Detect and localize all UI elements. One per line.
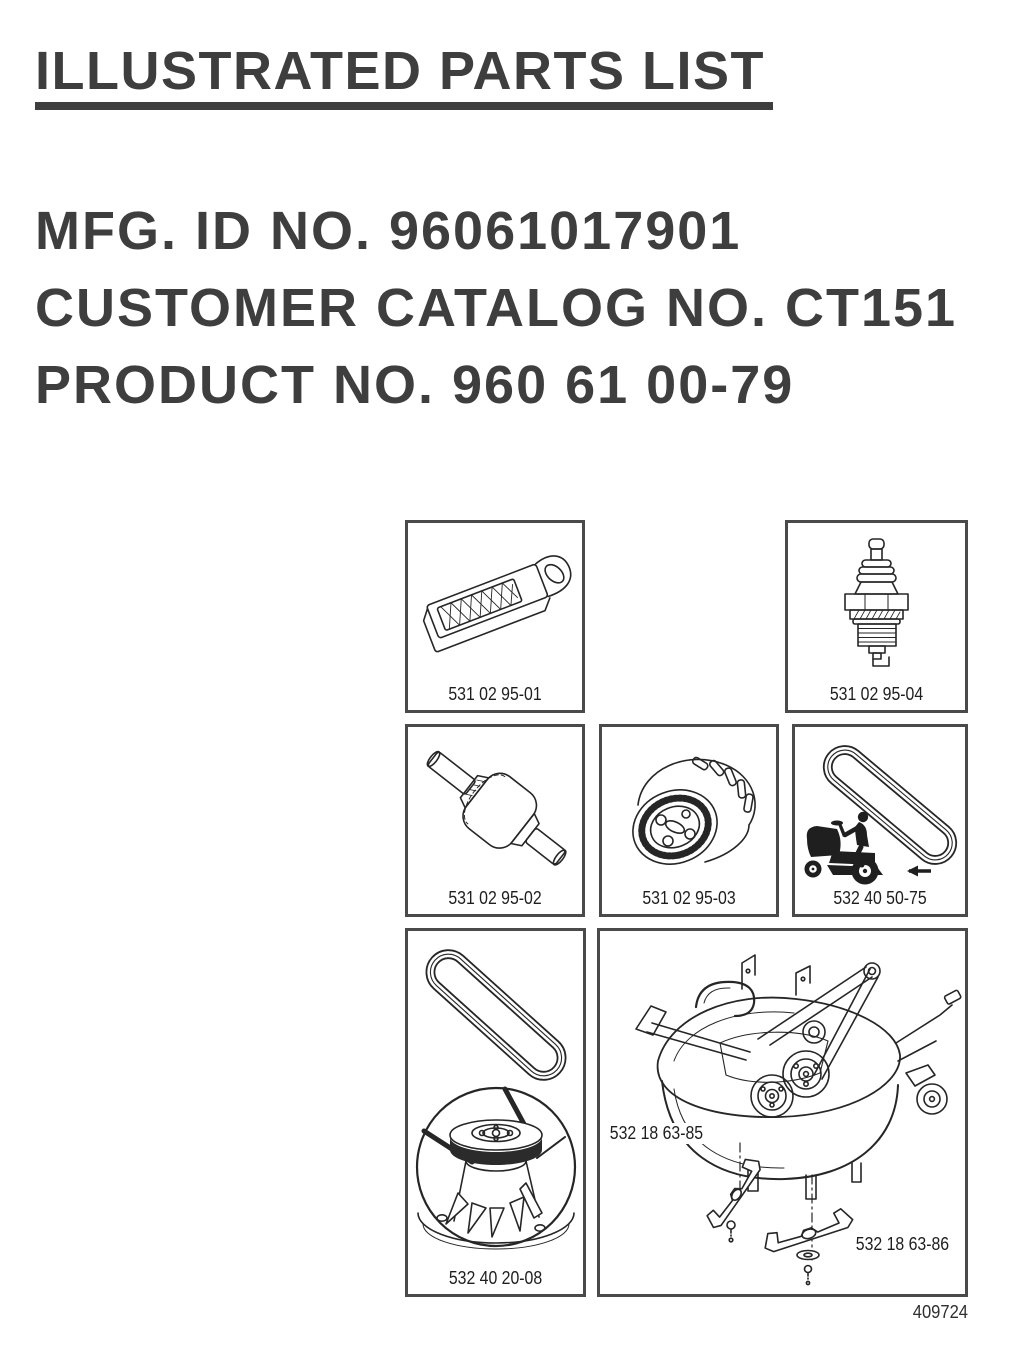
part-number-label: 532 40 50-75 <box>833 888 927 908</box>
tractor-icon <box>805 812 932 885</box>
air-filter-illustration <box>408 523 582 710</box>
part-number-label: 531 02 95-01 <box>448 684 542 704</box>
muffler-illustration <box>408 727 582 914</box>
part-cell-air-filter <box>405 520 585 713</box>
part-cell-muffler <box>405 724 585 917</box>
mandrel-and-belt-illustration <box>408 931 583 1294</box>
part-cell-mower-deck <box>597 928 968 1297</box>
page-title: ILLUSTRATED PARTS LIST <box>35 40 773 110</box>
customer-catalog-line: CUSTOMER CATALOG NO. CT151 <box>35 278 958 338</box>
deck-part-number-label: 532 18 63-85 <box>609 1123 704 1143</box>
part-cell-oil-filter <box>599 724 779 917</box>
part-cell-drive-belt <box>792 724 968 917</box>
part-cell-spark-plug <box>785 520 968 713</box>
doc-number: 409724 <box>912 1302 968 1322</box>
part-number-label: 532 40 20-08 <box>448 1268 543 1288</box>
part-cell-mandrel-belt <box>405 928 586 1297</box>
spark-plug-illustration <box>788 523 965 710</box>
blade-part-number-label: 532 18 63-86 <box>855 1234 950 1254</box>
part-number-label: 531 02 95-03 <box>642 888 736 908</box>
part-number-label: 531 02 95-04 <box>829 684 924 704</box>
part-number-label: 531 02 95-02 <box>448 888 542 908</box>
drive-belt-illustration <box>795 727 965 914</box>
oil-filter-illustration <box>602 727 776 914</box>
mfg-id-line: MFG. ID NO. 96061017901 <box>35 201 742 261</box>
product-no-line: PRODUCT NO. 960 61 00-79 <box>35 355 795 415</box>
